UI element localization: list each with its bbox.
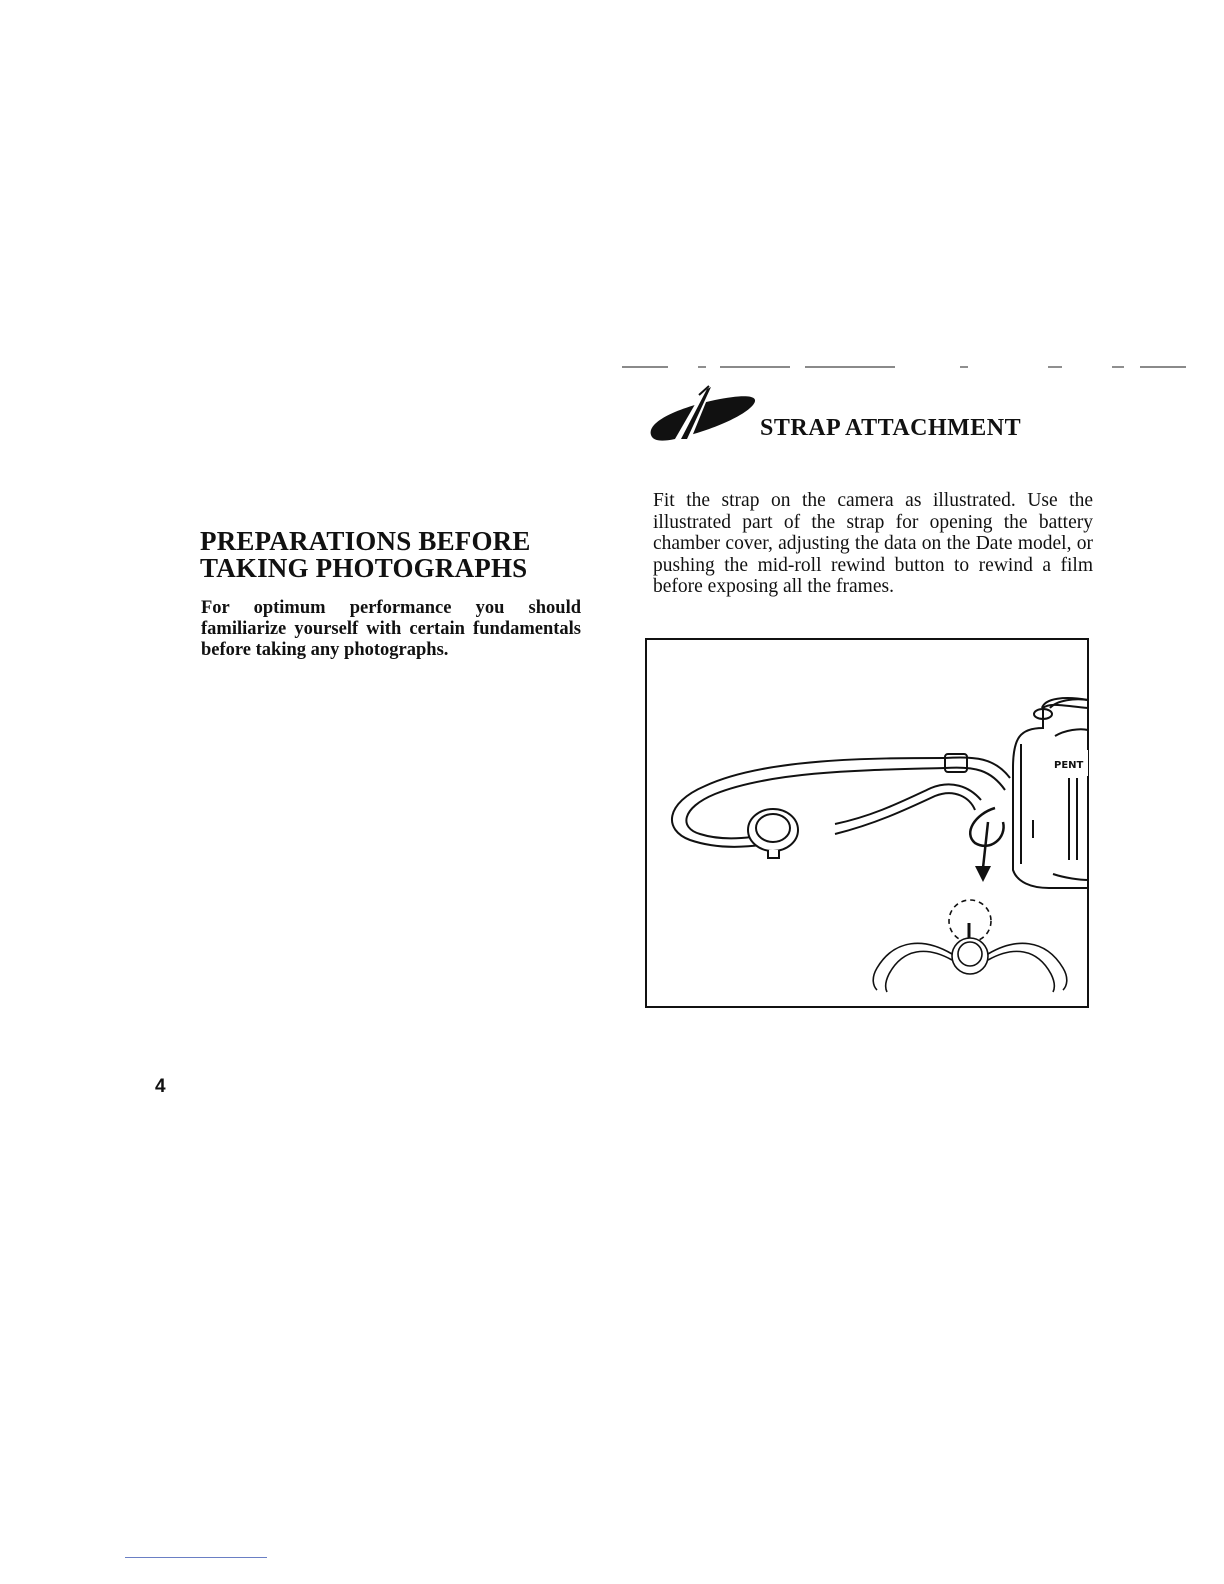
section-intro: For optimum performance you should familiarize yourself with certain fundamentals before taking any photographs. xyxy=(201,598,581,660)
step-number-badge-icon xyxy=(645,383,761,443)
section-title-line-1: PREPARATIONS BEFORE xyxy=(200,526,531,556)
page-number: 4 xyxy=(155,1076,166,1097)
strap-attachment-illustration xyxy=(645,638,1089,1008)
scan-artifact-line xyxy=(620,364,1190,370)
camera-brand-label: PENT xyxy=(1054,760,1084,771)
step-instructions: Fit the strap on the camera as illustrated. Use the illustrated part of the strap for opening the battery chamber cover, adjusting the data on the Date model, or pushing the mid-roll rewind button to rewind a film before exposing all the frames. xyxy=(653,490,1093,597)
step-title: STRAP ATTACHMENT xyxy=(760,415,1022,441)
bottom-rule xyxy=(125,1557,267,1558)
section-title-line-2: TAKING PHOTOGRAPHS xyxy=(200,553,528,583)
section-title xyxy=(200,528,600,582)
